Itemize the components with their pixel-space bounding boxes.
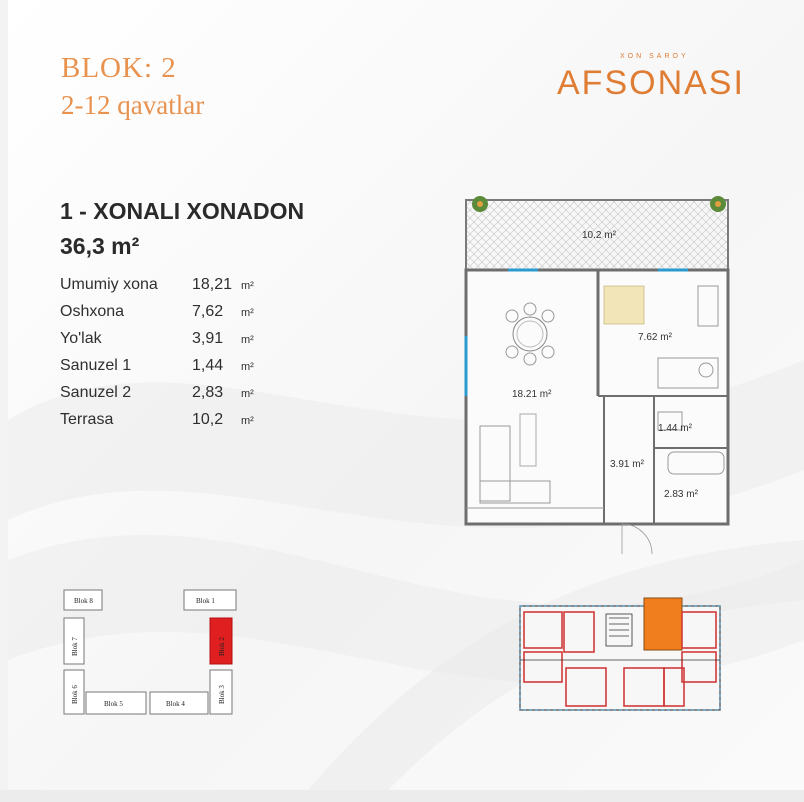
brand-tagline: XON SAROY (620, 53, 689, 60)
room-list (60, 276, 270, 438)
room-name: Umumiy xona (60, 276, 158, 293)
floor-key-plan (514, 596, 726, 714)
room-row (60, 384, 270, 411)
site-block-label: Blok 8 (74, 597, 93, 605)
bath1-label: 1.44 m² (658, 423, 692, 434)
site-block-label: Blok 1 (196, 597, 215, 605)
room-row (60, 276, 270, 303)
room-row (60, 330, 270, 357)
room-unit: m² (241, 415, 254, 427)
hall-label: 3.91 m² (610, 459, 644, 470)
bath2-label: 2.83 m² (664, 489, 698, 500)
site-block-label: Blok 4 (166, 700, 185, 708)
apartment-title: 1 - XONALI XONADON (60, 198, 305, 224)
site-block-label: Blok 5 (104, 700, 123, 708)
apartment-floor-plan (458, 186, 738, 566)
room-name: Yo'lak (60, 330, 102, 347)
room-value: 10,2 (192, 411, 224, 428)
room-name: Sanuzel 2 (60, 384, 132, 401)
room-value: 2,83 (192, 384, 224, 401)
site-plan (56, 584, 246, 720)
room-value: 7,62 (192, 303, 224, 320)
block-title: BLOK: 2 (61, 52, 177, 84)
room-name: Oshxona (60, 303, 125, 320)
room-row (60, 303, 270, 330)
room-unit: m² (241, 280, 254, 292)
bottom-border (0, 790, 804, 802)
room-value: 1,44 (192, 357, 224, 374)
terrace-label: 10.2 m² (582, 230, 616, 241)
highlighted-unit (644, 598, 682, 650)
site-block-label: Blok 2 (218, 637, 226, 656)
brand-logo: AFSONASI (557, 64, 745, 102)
living-room-label: 18.21 m² (512, 389, 552, 400)
site-block-label: Blok 7 (71, 637, 79, 656)
room-unit: m² (241, 307, 254, 319)
room-name: Terrasa (60, 411, 114, 428)
room-value: 18,21 (192, 276, 233, 293)
room-unit: m² (241, 361, 254, 373)
room-unit: m² (241, 334, 254, 346)
site-block-label: Blok 6 (71, 685, 79, 704)
floors-subtitle: 2-12 qavatlar (61, 90, 205, 120)
room-row (60, 357, 270, 384)
room-value: 3,91 (192, 330, 224, 347)
kitchen-label: 7.62 m² (638, 332, 672, 343)
room-name: Sanuzel 1 (60, 357, 132, 374)
room-row (60, 411, 270, 438)
apartment-area: 36,3 m² (60, 233, 140, 259)
site-block-label: Blok 3 (218, 685, 226, 704)
room-unit: m² (241, 388, 254, 400)
